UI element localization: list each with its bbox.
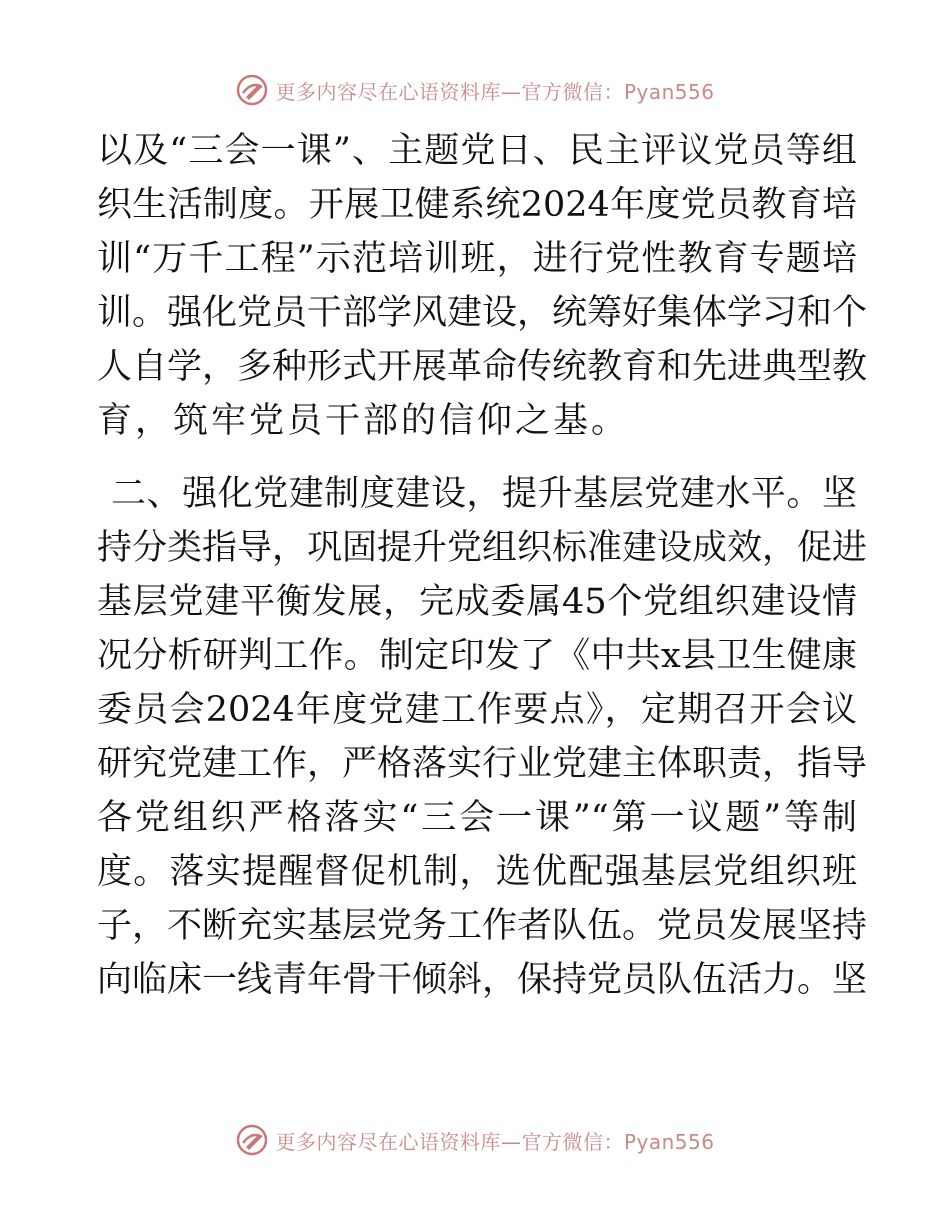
paragraph-line: 研究党建工作，严格落实行业党建主体职责，指导	[97, 744, 868, 784]
paragraph-line: 子，不断充实基层党务工作者队伍。党员发展坚持	[97, 906, 868, 946]
paragraph-line: 度。落实提醒督促机制，选优配强基层党组织班	[97, 852, 857, 892]
book-swirl-logo-icon	[235, 73, 269, 107]
watermark-footer-text: 更多内容尽在心语资料库—官方微信：Pyan556	[275, 1129, 715, 1154]
paragraph-line: 以及“三会一课”、主题党日、民主评议党员等组	[97, 131, 857, 171]
paragraph-1	[97, 124, 868, 448]
paragraph-line: 训。强化党员干部学风建设，统筹好集体学习和个	[97, 293, 868, 333]
paragraph-2	[97, 467, 868, 1007]
watermark-header-text: 更多内容尽在心语资料库—官方微信：Pyan556	[275, 79, 715, 104]
watermark-footer	[0, 1120, 950, 1160]
watermark-header	[0, 70, 950, 110]
paragraph-line: 委员会2024年度党建工作要点》，定期召开会议	[97, 690, 857, 730]
paragraph-line: 况分析研判工作。制定印发了《中共x县卫生健康	[97, 636, 857, 676]
paragraph-line: 向临床一线青年骨干倾斜，保持党员队伍活力。坚	[97, 960, 868, 1000]
paragraph-line: 织生活制度。开展卫健系统2024年度党员教育培	[97, 185, 857, 225]
book-swirl-logo-icon	[235, 1123, 269, 1157]
paragraph-line: 各党组织严格落实“三会一课”“第一议题”等制	[97, 798, 857, 838]
document-body	[97, 124, 868, 1007]
paragraph-line: 训“万千工程”示范培训班，进行党性教育专题培	[97, 239, 857, 279]
watermark-footer-inner	[235, 1123, 714, 1157]
watermark-header-inner	[235, 73, 714, 107]
paragraph-line: 人自学，多种形式开展革命传统教育和先进典型教	[97, 347, 868, 387]
paragraph-line: 育，筑牢党员干部的信仰之基。	[97, 401, 630, 441]
paragraph-line: 持分类指导，巩固提升党组织标准建设成效，促进	[97, 528, 868, 568]
paragraph-line: 基层党建平衡发展，完成委属45个党组织建设情	[97, 582, 857, 622]
paragraph-line: 二、强化党建制度建设，提升基层党建水平。坚	[111, 474, 857, 514]
